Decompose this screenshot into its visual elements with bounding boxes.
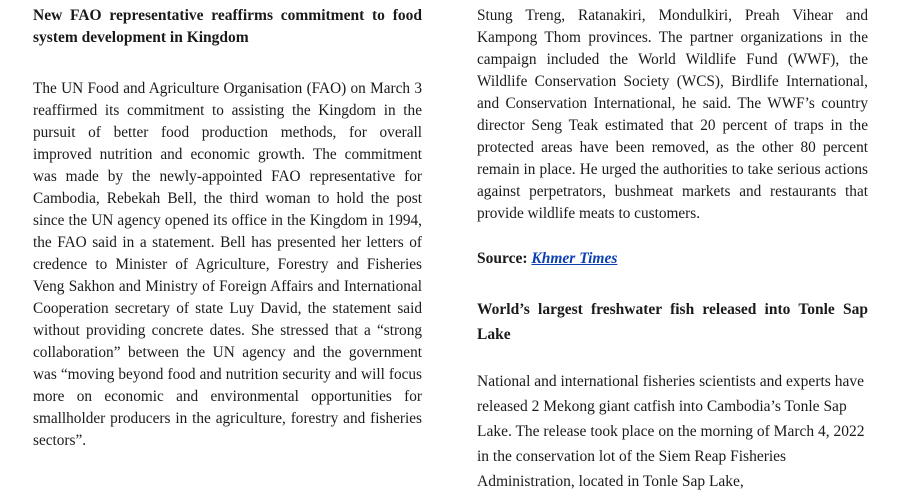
right-column (477, 0, 868, 494)
article-body-fao: The UN Food and Agriculture Organisation (FAO) on March 3 reaffirmed its commitment to assisting the Kingdom in the pursuit of better food production methods, for overall improved nutrition and economic growth. The commitment was made by the newly-appointed FAO representative for Cambodia, Rebekah Bell, the third woman to hold the post since the UN agency opened its office in the Kingdom in 1994, the FAO said in a statement. Bell has presented her letters of credence to Minister of Agriculture, Forestry and Fisheries Veng Sakhon and Ministry of Foreign Affairs and International Cooperation secretary of state Luy David, the statement said without providing concrete dates. She stressed that a “strong collaboration” between the UN agency and the government was “moving beyond food and nutrition security and will focus more on economic and environmental opportunities for smallholder producers in the agriculture, forestry and fisheries sectors”. (33, 80, 422, 449)
source-label: Source: (477, 250, 528, 267)
left-column (33, 0, 422, 452)
source-line (477, 248, 868, 270)
article-headline-fao: New FAO representative reaffirms commitment to food system development in Kingdom (33, 7, 422, 46)
source-link-khmer-times[interactable]: Khmer Times (531, 250, 618, 267)
article-headline-catfish: World’s largest freshwater fish released into Tonle Sap Lake (477, 301, 868, 343)
article-continuation-wildlife: Stung Treng, Ratanakiri, Mondulkiri, Preah Vihear and Kampong Thom provinces. The partner organizations in the campaign included the World Wildlife Fund (WWF), the Wildlife Conservation Society (WCS), Birdlife International, and Conservation International, he said. The WWF’s country director Seng Teak estimated that 20 percent of traps in the protected areas have been removed, as the other 80 percent remain in place. He urged the authorities to take serious actions against perpetrators, bushmeat markets and restaurants that provide wildlife meats to customers. (477, 7, 868, 222)
article-body-catfish: National and international fisheries scientists and experts have released 2 Mekong giant catfish into Cambodia’s Tonle Sap Lake. The release took place on the morning of March 4, 2022 in the conservation lot of the Siem Reap Fisheries Administration, located in Tonle Sap Lake, (477, 373, 865, 490)
